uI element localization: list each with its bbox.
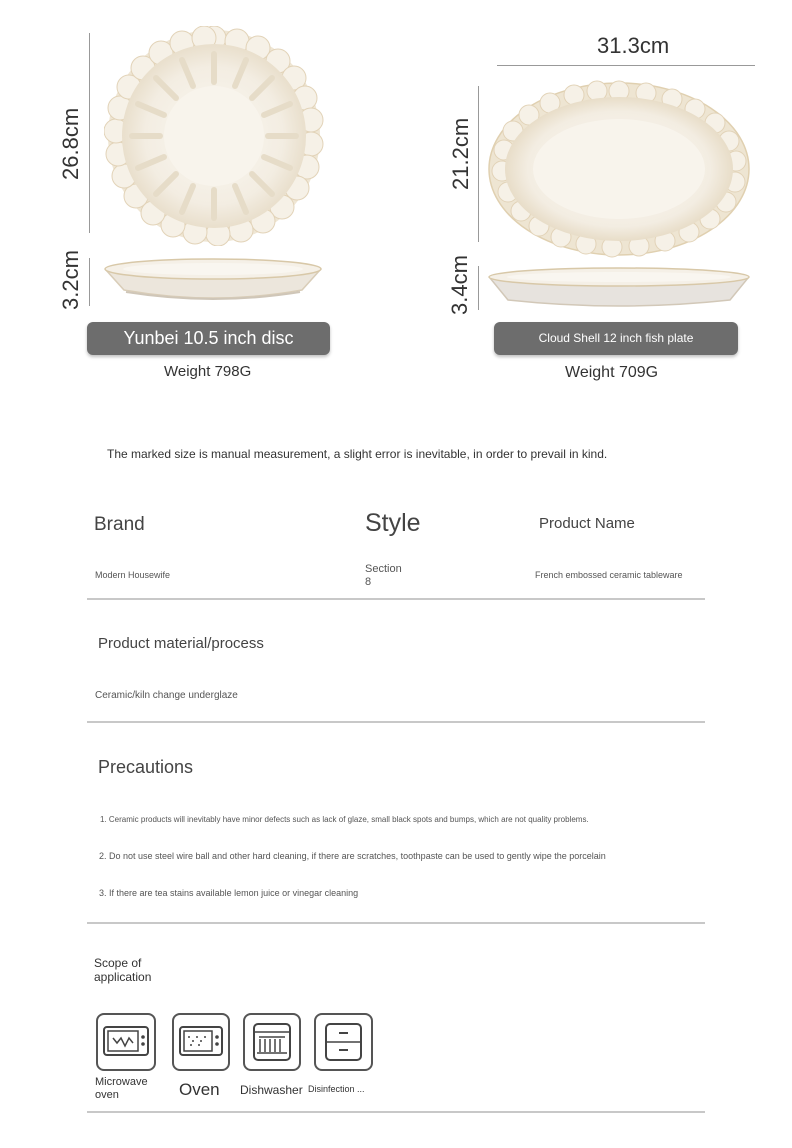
fish-plate-height-line [478,266,479,310]
brand-value: Modern Housewife [95,570,171,580]
fish-plate-width: 31.3cm [597,33,670,58]
fish-plate-width-line [497,65,755,66]
fish-plate-height: 3.4cm [447,255,472,315]
disinfection-label: Disinfection ... [308,1084,365,1094]
precaution-item: 2. Do not use steel wire ball and other hard cleaning, if there are scratches, toothpaste can be used to gently wipe the porcelain [99,851,606,861]
divider-4 [87,1111,705,1113]
scope-title-line1: Scope of [94,956,142,970]
style-value-line1: Section [365,563,402,575]
precaution-item: 1. Ceramic products will inevitably have minor defects such as lack of glaze, small black spots and bumps, which are not quality problems. [100,815,589,824]
product-name-label: Product Name [539,515,635,532]
fish-plate-top-view [486,80,752,258]
round-plate-side-view [102,254,324,310]
divider-3 [87,922,705,924]
disinfection-cabinet-icon [314,1013,373,1071]
round-plate-name-label: Yunbei 10.5 inch disc [87,322,330,355]
divider-1 [87,598,705,600]
round-plate-weight: Weight 798G [164,363,252,380]
oven-icon [172,1013,230,1071]
round-plate-height-line [89,258,90,306]
scope-title-line2: application [94,970,152,984]
round-plate-height: 3.2cm [58,250,83,310]
microwave-icon [96,1013,156,1071]
style-value-line2: 8 [365,576,372,588]
fish-plate-length: 21.2cm [448,117,473,190]
round-plate-top-view [104,26,324,246]
dishwasher-label: Dishwasher [240,1083,303,1097]
dishwasher-icon [243,1013,301,1071]
style-label: Style [365,509,421,537]
fish-plate-length-line [478,86,479,242]
oven-label: Oven [179,1080,220,1099]
divider-2 [87,721,705,723]
round-plate-diameter-line [89,33,90,233]
microwave-label-line2: oven [95,1089,119,1101]
precautions-title: Precautions [98,757,194,777]
microwave-label-line1: Microwave [95,1076,148,1088]
brand-label: Brand [94,514,145,535]
fish-plate-weight: Weight 709G [565,364,659,381]
precaution-item: 3. If there are tea stains available lemon juice or vinegar cleaning [99,888,359,898]
round-plate-diameter: 26.8cm [58,107,83,180]
measurement-note: The marked size is manual measurement, a slight error is inevitable, in order to prevail in kind. [107,447,608,461]
fish-plate-name-label: Cloud Shell 12 inch fish plate [494,322,738,355]
material-value: Ceramic/kiln change underglaze [95,690,238,701]
material-label: Product material/process [98,635,264,652]
fish-plate-side-view [486,264,752,314]
product-name-value: French embossed ceramic tableware [535,570,683,580]
